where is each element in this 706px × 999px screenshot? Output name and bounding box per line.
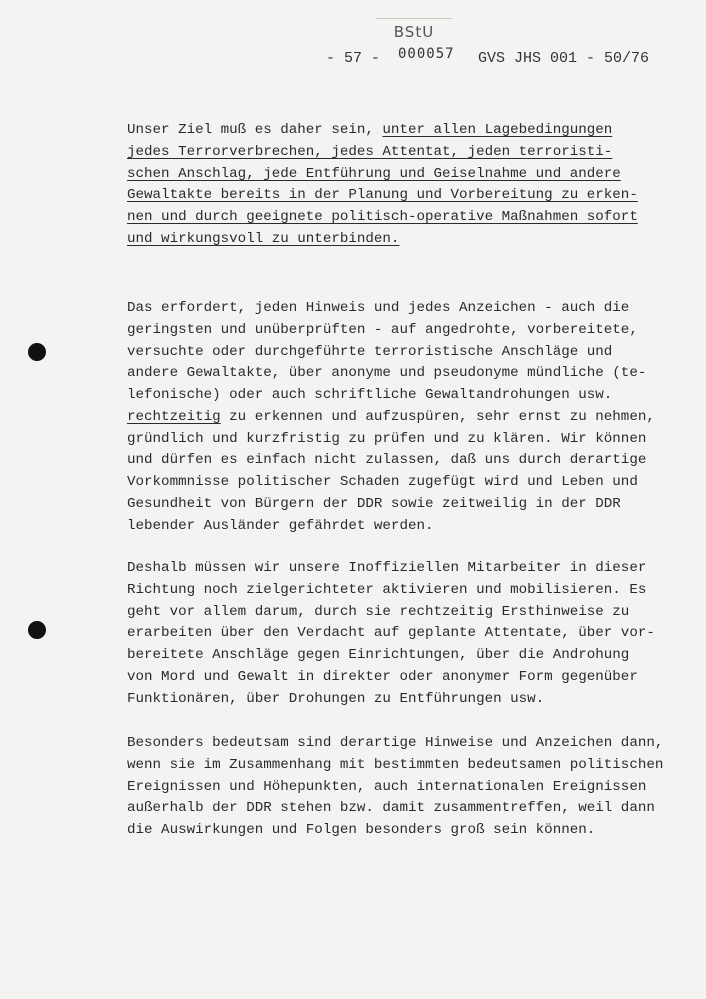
- text-line: [127, 516, 687, 538]
- line-text: Vorkommnisse politischer Schaden zugefügt wird und Leben und: [127, 474, 638, 490]
- paragraph-2: [127, 298, 687, 537]
- text-line: [127, 623, 687, 645]
- text-line: [127, 733, 687, 755]
- line-text: Besonders bedeutsam sind derartige Hinweise und Anzeichen dann,: [127, 735, 664, 751]
- text-line: [127, 164, 687, 186]
- line-text: versuchte oder durchgeführte terroristische Anschläge und: [127, 343, 613, 360]
- line-text: Gesundheit von Bürgern der DDR sowie zeitweilig in der DDR: [127, 495, 621, 512]
- underlined-text: unter allen Lagebedingungen: [382, 122, 613, 138]
- line-text: gründlich und kurzfristig zu prüfen und zu klären. Wir können: [127, 430, 647, 447]
- text-line: [127, 689, 687, 711]
- underlined-text: schen Anschlag, jede Entführung und Geiselnahme und andere: [127, 165, 621, 182]
- text-line: [127, 494, 687, 516]
- line-text: zu erkennen und aufzuspüren, sehr ernst zu nehmen,: [220, 408, 655, 425]
- line-text: erarbeiten über den Verdacht auf geplante Attentate, über vor-: [127, 625, 655, 642]
- text-line: [127, 820, 687, 842]
- line-text: lefonische) oder auch schriftliche Gewaltandrohungen usw.: [127, 387, 613, 403]
- text-line: [127, 207, 687, 229]
- line-text: wenn sie im Zusammenhang mit bestimmten bedeutsamen politischen: [127, 756, 664, 773]
- text-line: [127, 185, 687, 207]
- line-text: lebender Ausländer gefährdet werden.: [127, 517, 434, 534]
- text-line: [127, 472, 687, 494]
- underlined-text: nen und durch geeignete politisch-operative Maßnahmen sofort: [127, 209, 638, 225]
- line-text: Das erfordert, jeden Hinweis und jedes Anzeichen - auch die: [127, 300, 630, 316]
- text-line: [127, 120, 687, 142]
- line-text: bereitete Anschläge gegen Einrichtungen, über die Androhung: [127, 647, 630, 663]
- text-line: [127, 667, 687, 689]
- text-line: [127, 298, 687, 320]
- text-line: [127, 645, 687, 667]
- punch-hole: [28, 621, 46, 639]
- line-text: andere Gewaltakte, über anonyme und pseudonyme mündliche (te-: [127, 365, 647, 382]
- line-text: von Mord und Gewalt in direkter oder anonymer Form gegenüber: [127, 668, 638, 685]
- stamp-label: BStU: [393, 23, 435, 41]
- text-line: [127, 450, 687, 472]
- punch-hole: [28, 343, 46, 361]
- line-text: Deshalb müssen wir unsere Inoffiziellen Mitarbeiter in dieser: [127, 560, 647, 576]
- line-text: Funktionären, über Drohungen zu Entführungen usw.: [127, 690, 545, 707]
- paragraph-1: [127, 120, 687, 251]
- text-line: [127, 229, 687, 251]
- text-line: [127, 342, 687, 364]
- line-text: Richtung noch zielgerichteter aktivieren und mobilisieren. Es: [127, 581, 647, 598]
- text-line: [127, 777, 687, 799]
- line-text: Unser Ziel muß es daher sein,: [127, 122, 383, 138]
- text-line: [127, 580, 687, 602]
- archive-number: 000057: [398, 46, 455, 62]
- line-text: geht vor allem darum, durch sie rechtzeitig Ersthinweise zu: [127, 603, 630, 620]
- page-number: - 57 -: [326, 50, 381, 67]
- text-line: [127, 142, 687, 164]
- archive-stamp: [376, 18, 452, 49]
- text-line: [127, 385, 687, 407]
- underlined-text: rechtzeitig: [127, 408, 221, 425]
- underlined-text: jedes Terrorverbrechen, jedes Attentat, jeden terroristi-: [127, 143, 613, 160]
- text-line: [127, 558, 687, 580]
- line-text: außerhalb der DDR stehen bzw. damit zusammentreffen, weil dann: [127, 800, 655, 817]
- text-line: [127, 429, 687, 451]
- document-reference: GVS JHS 001 - 50/76: [478, 50, 650, 67]
- paragraph-3: [127, 558, 687, 710]
- underlined-text: und wirkungsvoll zu unterbinden.: [127, 230, 400, 247]
- line-text: geringsten und unüberprüften - auf angedrohte, vorbereitete,: [127, 321, 638, 338]
- text-line: [127, 407, 687, 429]
- line-text: Ereignissen und Höhepunkten, auch internationalen Ereignissen: [127, 778, 647, 795]
- line-text: und dürfen es einfach nicht zulassen, daß uns durch derartige: [127, 452, 647, 469]
- line-text: die Auswirkungen und Folgen besonders groß sein können.: [127, 822, 596, 838]
- text-line: [127, 602, 687, 624]
- paragraph-4: [127, 733, 687, 842]
- text-line: [127, 363, 687, 385]
- text-line: [127, 320, 687, 342]
- text-line: [127, 798, 687, 820]
- underlined-text: Gewaltakte bereits in der Planung und Vorbereitung zu erken-: [127, 187, 638, 204]
- text-line: [127, 755, 687, 777]
